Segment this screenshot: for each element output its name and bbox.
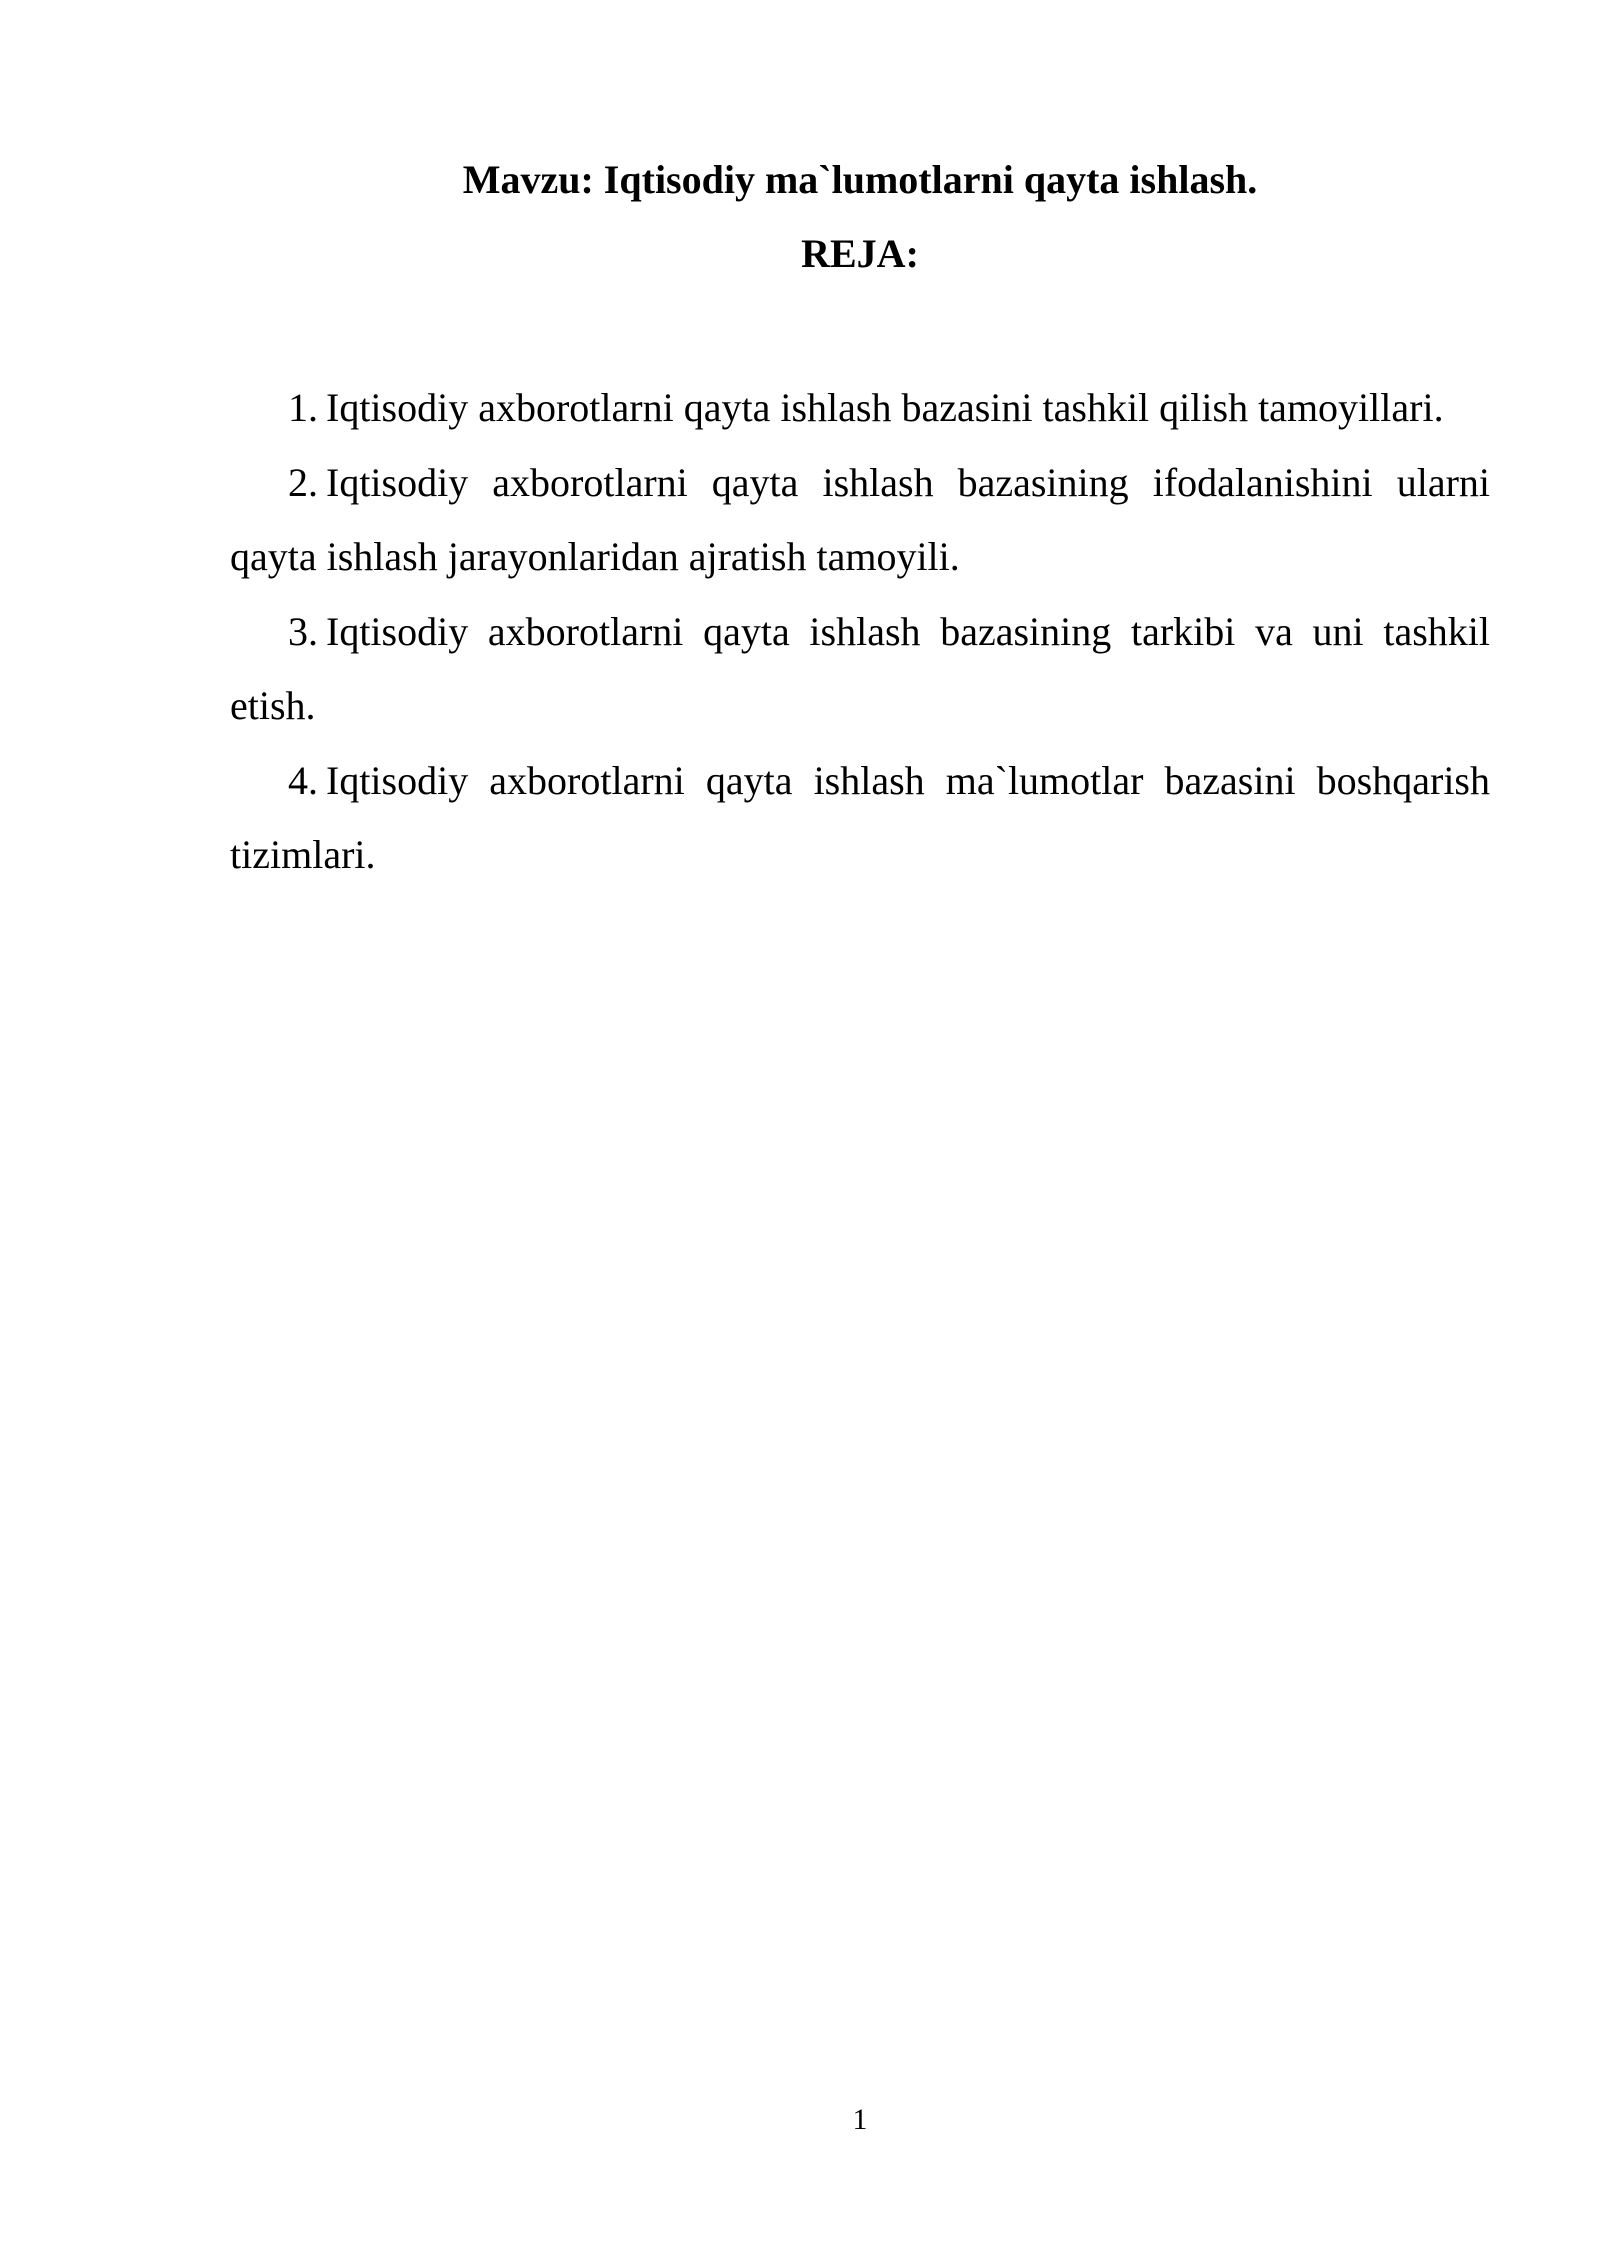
plan-item-3 bbox=[230, 595, 1490, 744]
plan-item-number: 4. bbox=[288, 757, 318, 803]
plan-item-number: 1. bbox=[288, 385, 318, 430]
plan-item-text: Iqtisodiy axborotlarni qayta ishlash bazasini tashkil qilish tamoyillari. bbox=[326, 385, 1444, 430]
plan-item-number: 3. bbox=[288, 608, 318, 654]
plan-item-text: Iqtisodiy axborotlarni qayta ishlash bazasining ifodalanishini ularni qayta ishlash jarayonlaridan ajratish tamoyili. bbox=[230, 459, 1490, 579]
plan-item-4 bbox=[230, 744, 1490, 893]
plan-item-number: 2. bbox=[288, 459, 318, 505]
topic-title: Mavzu: Iqtisodiy ma`lumotlarni qayta ishlash. bbox=[462, 157, 1258, 202]
plan-list bbox=[230, 371, 1490, 893]
plan-item-text: Iqtisodiy axborotlarni qayta ishlash bazasining tarkibi va uni tashkil etish. bbox=[230, 608, 1490, 728]
plan-item-text: Iqtisodiy axborotlarni qayta ishlash ma`lumotlar bazasini boshqarish tizimlari. bbox=[230, 757, 1490, 877]
plan-heading: REJA: bbox=[801, 231, 919, 276]
plan-item-2 bbox=[230, 446, 1490, 595]
plan-item-1 bbox=[230, 371, 1490, 446]
page-number: 1 bbox=[852, 2103, 868, 2136]
